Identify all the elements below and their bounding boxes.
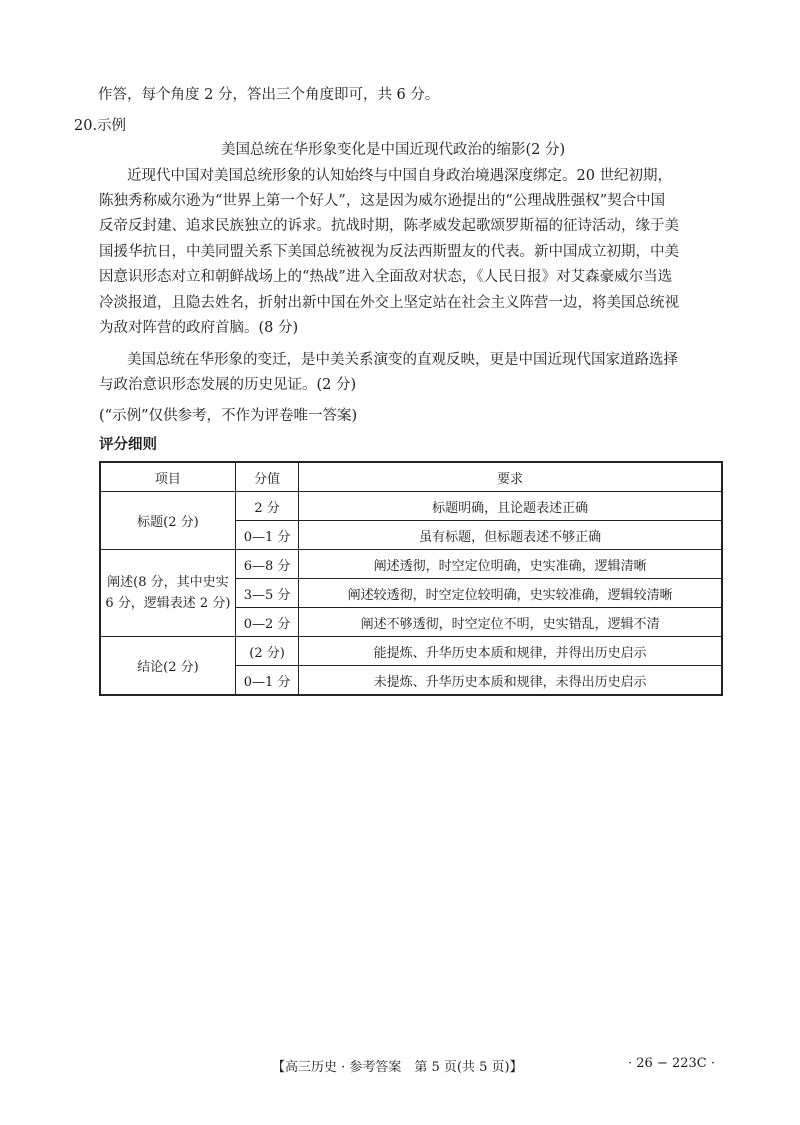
table-row (100, 637, 722, 666)
score-cell: 3—5 分 (235, 579, 299, 608)
essay-title: 美国总统在华形象变化是中国近现代政治的缩影(2 分) (221, 142, 566, 158)
item-conclusion-cell: 结论(2 分) (100, 637, 235, 696)
paragraph-line: 美国总统在华形象的变迁，是中美关系演变的直观反映，更是中国近现代国家道路选择 (127, 352, 678, 368)
header-score: 分值 (235, 462, 299, 492)
page-footer-label: 【高三历史 · 参考答案 第 5 页(共 5 页)】 (272, 1060, 523, 1075)
paragraph-line: 与政治意识形态发展的历史见证。(2 分) (99, 377, 357, 393)
paragraph-line: 近现代中国对美国总统形象的认知始终与中国自身政治境遇深度绑定。20 世纪初期， (127, 168, 673, 184)
item-exposition-cell (100, 550, 235, 637)
table-header-row (100, 462, 722, 492)
paragraph-line: 因意识形态对立和朝鲜战场上的“热战”进入全面敌对状态，《人民日报》对艾森豪威尔当选 (99, 269, 673, 285)
requirement-cell: 未提炼、升华历史本质和规律，未得出历史启示 (299, 666, 722, 696)
paragraph-line: 为敌对阵营的政府首脑。(8 分) (99, 320, 299, 336)
score-cell: 2 分 (235, 492, 299, 521)
continuation-line: 作答，每个角度 2 分，答出三个角度即可，共 6 分。 (98, 87, 440, 103)
requirement-cell: 阐述透彻，时空定位明确，史实准确，逻辑清晰 (299, 550, 722, 579)
score-cell: 6—8 分 (235, 550, 299, 579)
question-20-label: 20.示例 (74, 118, 127, 134)
score-cell: (2 分) (235, 637, 299, 666)
score-cell: 0—1 分 (235, 521, 299, 550)
rubric-heading: 评分细则 (99, 436, 157, 453)
requirement-cell: 能提炼、升华历史本质和规律，并得出历史启示 (299, 637, 722, 666)
grading-table (99, 461, 723, 696)
score-cell: 0—2 分 (235, 608, 299, 637)
reference-note: (“示例”仅供参考，不作为评卷唯一答案) (99, 408, 358, 424)
paragraph-line: 陈独秀称威尔逊为“世界上第一个好人”，这是因为威尔逊提出的“公理战胜强权”契合中国 (99, 193, 666, 209)
table-row (100, 492, 722, 521)
header-item: 项目 (100, 462, 235, 492)
paragraph-line: 反帝反封建、追求民族独立的诉求。抗战时期，陈孝威发起歌颂罗斯福的征诗活动，缘于美 (99, 218, 679, 234)
requirement-cell: 阐述不够透彻，时空定位不明，史实错乱，逻辑不清 (299, 608, 722, 637)
requirement-cell: 标题明确，且论题表述正确 (299, 492, 722, 521)
item-line: 6 分，逻辑表述 2 分) (105, 596, 231, 611)
paragraph-line: 冷淡报道，且隐去姓名，折射出新中国在外交上坚定站在社会主义阵营一边，将美国总统视 (99, 295, 679, 311)
paragraph-line: 国援华抗日，中美同盟关系下美国总统被视为反法西斯盟友的代表。新中国成立初期，中美 (99, 244, 679, 260)
requirement-cell: 虽有标题，但标题表述不够正确 (299, 521, 722, 550)
table-row (100, 550, 722, 579)
item-title-cell: 标题(2 分) (100, 492, 235, 550)
item-line: 阐述(8 分，其中史实 (107, 575, 229, 590)
header-requirement: 要求 (299, 462, 722, 492)
requirement-cell: 阐述较透彻，时空定位较明确，史实较准确，逻辑较清晰 (299, 579, 722, 608)
page-footer-code: · 26 − 223C · (628, 1056, 715, 1071)
score-cell: 0—1 分 (235, 666, 299, 696)
